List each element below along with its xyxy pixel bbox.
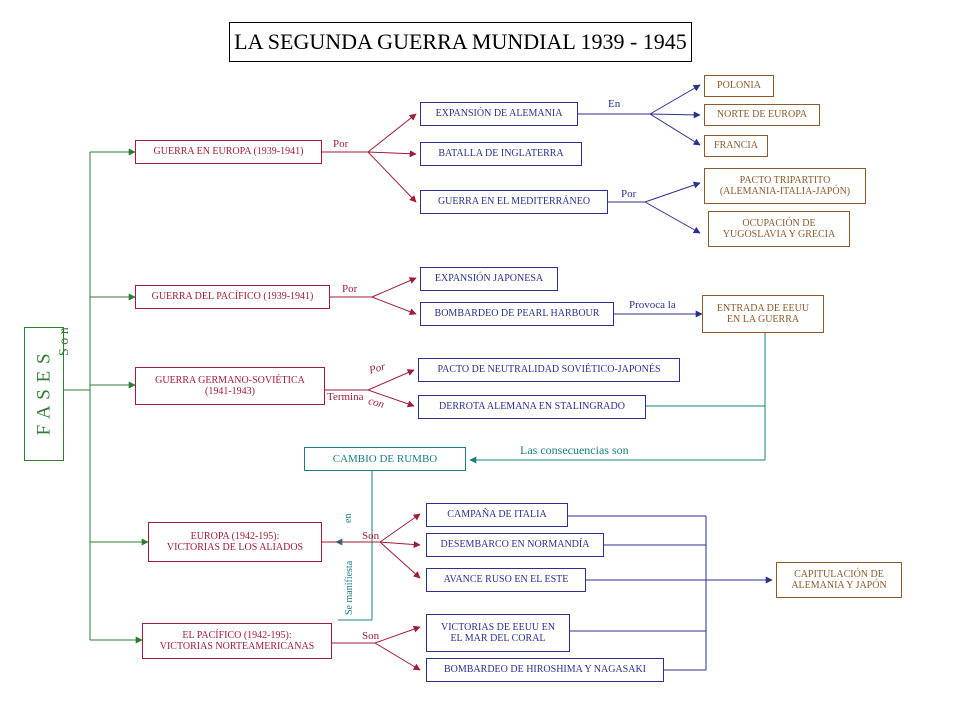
event-expansion-japonesa: EXPANSIÓN JAPONESA <box>420 267 558 291</box>
phase-pacifico-1942: EL PACÍFICO (1942-195): VICTORIAS NORTEAMERICANAS <box>142 623 332 659</box>
europa-arrows <box>322 114 416 202</box>
label-son-pacifico2: Son <box>362 630 380 642</box>
label-en: En <box>608 98 621 110</box>
event-batalla-inglaterra: BATALLA DE INGLATERRA <box>420 142 582 166</box>
event-pacto-neutralidad: PACTO DE NEUTRALIDAD SOVIÉTICO-JAPONÉS <box>418 358 680 382</box>
label-en-vertical: en <box>343 513 354 523</box>
label-por-europa: Por <box>333 138 349 150</box>
detail-pacto-tripartito: PACTO TRIPARTITO (ALEMANIA-ITALIA-JAPÓN) <box>704 168 866 204</box>
phase-europa-1942: EUROPA (1942-195): VICTORIAS DE LOS ALIADOS <box>148 522 322 562</box>
label-por-germano: Por <box>367 360 387 377</box>
label-son-europa2: Son <box>362 530 380 542</box>
label-por-pacifico: Por <box>342 283 358 295</box>
label-se-manifiesta: Se manifiesta <box>344 560 355 615</box>
detail-norte-europa: NORTE DE EUROPA <box>704 104 820 126</box>
event-avance-ruso: AVANCE RUSO EN EL ESTE <box>426 568 586 592</box>
detail-entrada-eeuu: ENTRADA DE EEUU EN LA GUERRA <box>702 295 824 333</box>
label-por-mediterraneo: Por <box>621 188 637 200</box>
page-title: LA SEGUNDA GUERRA MUNDIAL 1939 - 1945 <box>229 22 692 62</box>
son-connector-label: S o n <box>57 327 72 356</box>
event-guerra-mediterraneo: GUERRA EN EL MEDITERRÁNEO <box>420 190 608 214</box>
detail-polonia: POLONIA <box>704 75 774 97</box>
phase-guerra-germano-sovietica: GUERRA GERMANO-SOVIÉTICA (1941-1943) <box>135 367 325 405</box>
event-hiroshima: BOMBARDEO DE HIROSHIMA Y NAGASAKI <box>426 658 664 682</box>
phase-guerra-pacifico: GUERRA DEL PACÍFICO (1939-1941) <box>135 285 330 309</box>
phase-guerra-europa: GUERRA EN EUROPA (1939-1941) <box>135 140 322 164</box>
event-mar-coral: VICTORIAS DE EEUU EN EL MAR DEL CORAL <box>426 614 570 652</box>
detail-francia: FRANCIA <box>704 135 768 157</box>
cambio-de-rumbo: CAMBIO DE RUMBO <box>304 447 466 471</box>
label-consecuencias: Las consecuencias son <box>520 443 629 457</box>
label-con: con <box>366 395 386 411</box>
event-campana-italia: CAMPAÑA DE ITALIA <box>426 503 568 527</box>
event-normandia: DESEMBARCO EN NORMANDÍA <box>426 533 604 557</box>
event-pearl-harbour: BOMBARDEO DE PEARL HARBOUR <box>420 302 614 326</box>
label-termina: Termina <box>327 391 364 403</box>
detail-capitulacion: CAPITULACIÓN DE ALEMANIA Y JAPÓN <box>776 562 902 598</box>
event-expansion-alemania: EXPANSIÓN DE ALEMANIA <box>420 102 578 126</box>
fases-label: F A S E S <box>33 352 55 436</box>
event-stalingrado: DERROTA ALEMANA EN STALINGRADO <box>418 395 646 419</box>
label-provoca-la: Provoca la <box>629 299 676 311</box>
detail-ocupacion: OCUPACIÓN DE YUGOSLAVIA Y GRECIA <box>708 211 850 247</box>
